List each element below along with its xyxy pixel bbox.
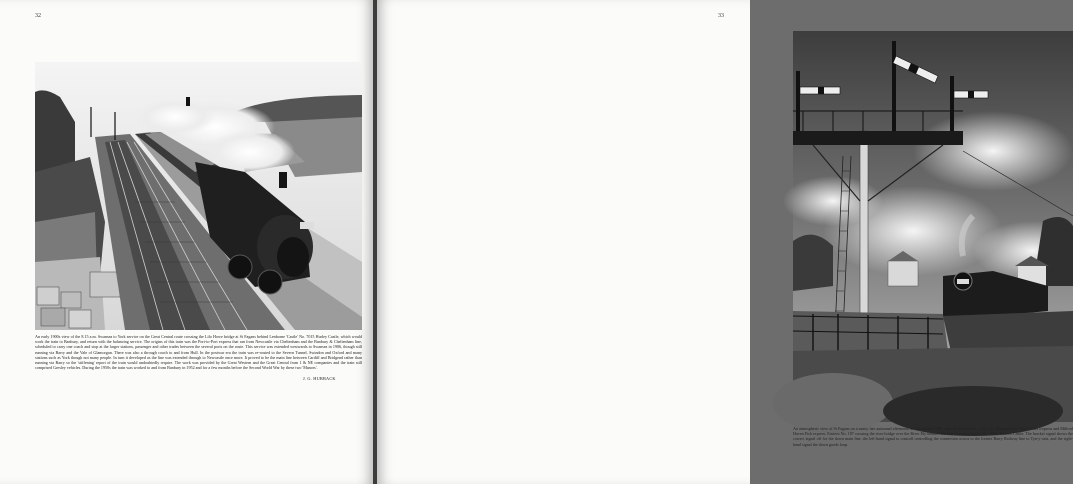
page-number-left: 32 <box>35 13 41 19</box>
right-page <box>377 0 1073 484</box>
photo-caption-right: An atmospheric view of St Fagans on a sunny late autumnal afternoon, 28 November 1959, with the westbound 11.55 a.m. Paddington to West Wales Express and Milford Haven Fish express, Eastern No. 187 crossing the river bridge over the River Ely behind Old Oak Common Castle No. 7004, Eastnor Castle. The bracket signal shows the correct signal off for the down main line, the left-hand signal to controll controlling the connection across to the former Barry Railway line to Tyn-y-caia, and the right-hand signal the down goods loop. <box>793 426 1073 447</box>
photo-credit-left: J. G. HUBBACK <box>303 376 336 381</box>
left-page <box>0 0 373 484</box>
signal-gantry-photo <box>793 31 1073 422</box>
steam-train-bridge-photo <box>35 62 362 330</box>
page-number-right: 33 <box>718 13 724 19</box>
photo-caption-left: An early 1900s view of the 8.15 a.m. Swansea to York service on the Great Central route crossing the Lilo Howe bridge at St Fagans behind Lenborne 'Castle' No. 7015 Hurley Castle, which would work the train to Banbury, and return with the balancing service. The origins of this train was the Port-to-Port express that ran from Newcastle via Cheltenham and the Banbury & Cheltenham line, scheduled to carry one coach and stop at the larger stations, passenger and other trades between the several ports on the route. This service was extended westwards to Swansea in 1906, though still running via Barry and the Vale of Glamorgan. There was also a through coach to and from Hull. In the postwar era the train was re-routed to the Severn Tunnel, Swindon and Oxford and many stations such as York though not many people. In turn it developed as the line was extended through to Newcastle once more. It proved to be the main line between Cardiff and Bridgend rather than running via Barry so the 'stiffening' report of the train would undoubtedly require. The work was provided by the Great Western and the Great Central from 1 & NE companies and the train still comprised Gresley vehicles. During the 1950s the train was worked to and from Banbury in 1952 and for a few months before the Second World War by these two 'Manors'. <box>35 334 362 371</box>
